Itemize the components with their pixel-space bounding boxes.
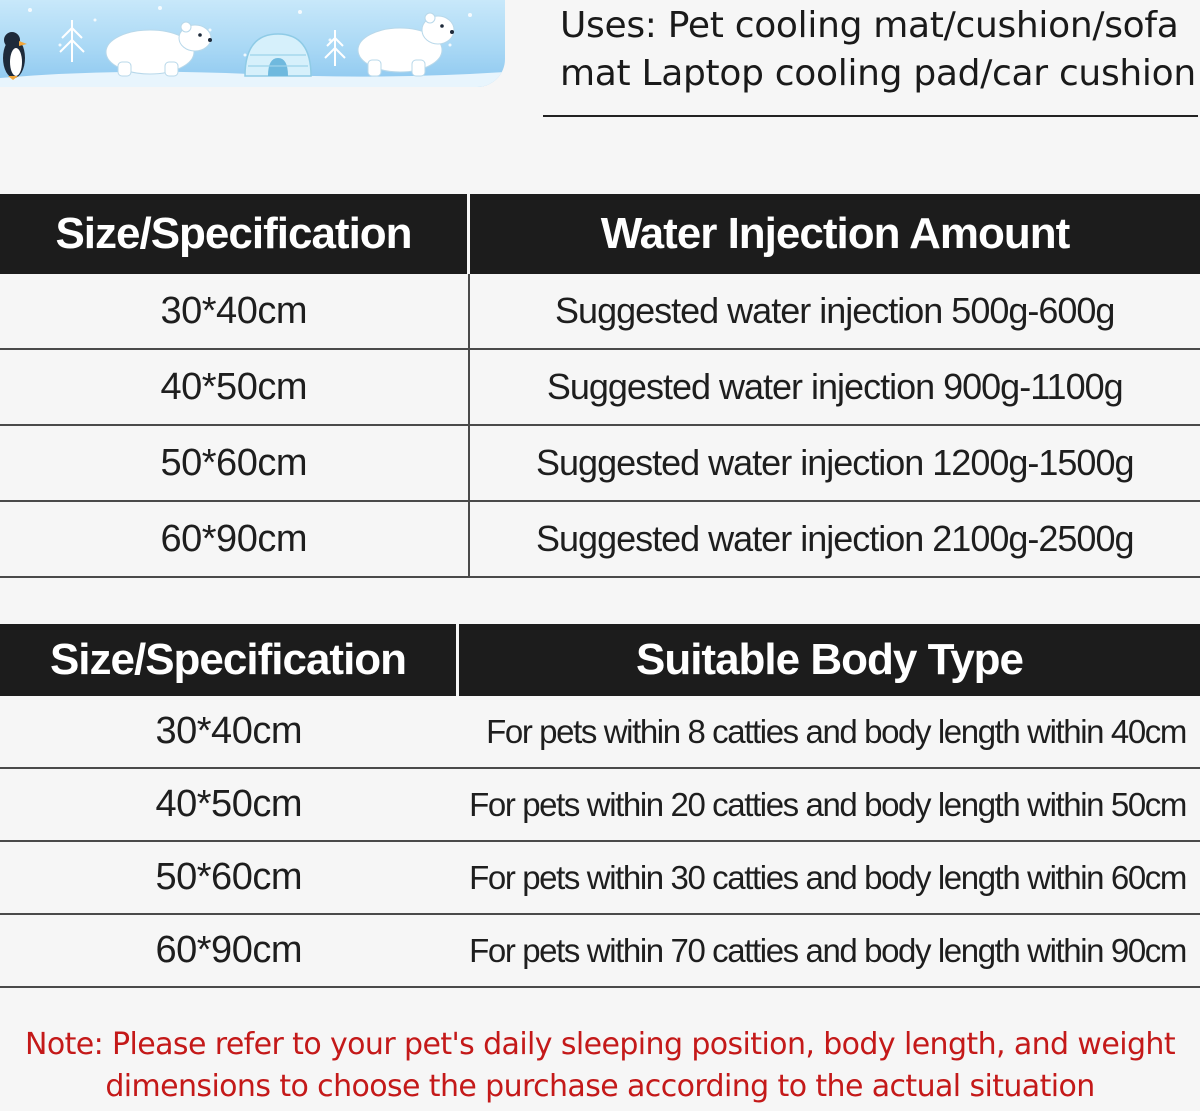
water-amount-cell: Suggested water injection 900g-1100g: [469, 349, 1200, 425]
body-type-cell: For pets within 20 catties and body length within 50cm: [458, 768, 1200, 841]
body-type-table: [0, 624, 1200, 988]
table-header-row: [0, 624, 1200, 696]
size-cell: 50*60cm: [0, 841, 458, 914]
table-row: [0, 768, 1200, 841]
water-amount-cell: Suggested water injection 1200g-1500g: [469, 425, 1200, 501]
note-text: [0, 1024, 1200, 1108]
table-row: [0, 349, 1200, 425]
size-cell: 30*40cm: [0, 274, 469, 349]
size-cell: 30*40cm: [0, 696, 458, 768]
polar-bear-icon: [106, 22, 212, 76]
column-header-size: Size/Specification: [0, 624, 458, 696]
product-image: [0, 0, 505, 87]
note-line: Note: Please refer to your pet's daily sleeping position, body length, and weight: [25, 1027, 1175, 1062]
table-row: [0, 274, 1200, 349]
size-cell: 40*50cm: [0, 768, 458, 841]
igloo-icon: [245, 34, 311, 76]
column-header-body-type: Suitable Body Type: [458, 624, 1200, 696]
body-type-cell: For pets within 70 catties and body length within 90cm: [458, 914, 1200, 987]
body-type-cell: For pets within 30 catties and body length within 60cm: [458, 841, 1200, 914]
column-header-size: Size/Specification: [0, 194, 469, 274]
polar-bear-icon: [358, 13, 454, 76]
table-row: [0, 841, 1200, 914]
size-cell: 40*50cm: [0, 349, 469, 425]
water-amount-cell: Suggested water injection 500g-600g: [469, 274, 1200, 349]
divider: [543, 115, 1198, 117]
size-cell: 50*60cm: [0, 425, 469, 501]
penguin-icon: [3, 32, 27, 80]
table-row: [0, 696, 1200, 768]
body-type-cell: For pets within 8 catties and body length within 40cm: [458, 696, 1200, 768]
table-row: [0, 425, 1200, 501]
size-cell: 60*90cm: [0, 914, 458, 987]
table-header-row: [0, 194, 1200, 274]
table-row: [0, 501, 1200, 577]
column-header-water-amount: Water Injection Amount: [469, 194, 1200, 274]
size-cell: 60*90cm: [0, 501, 469, 577]
note-line: dimensions to choose the purchase according to the actual situation: [105, 1069, 1095, 1104]
water-injection-table: [0, 194, 1200, 578]
water-amount-cell: Suggested water injection 2100g-2500g: [469, 501, 1200, 577]
uses-text: Uses: Pet cooling mat/cushion/sofa mat Laptop cooling pad/car cushion: [560, 5, 1196, 94]
table-row: [0, 914, 1200, 987]
